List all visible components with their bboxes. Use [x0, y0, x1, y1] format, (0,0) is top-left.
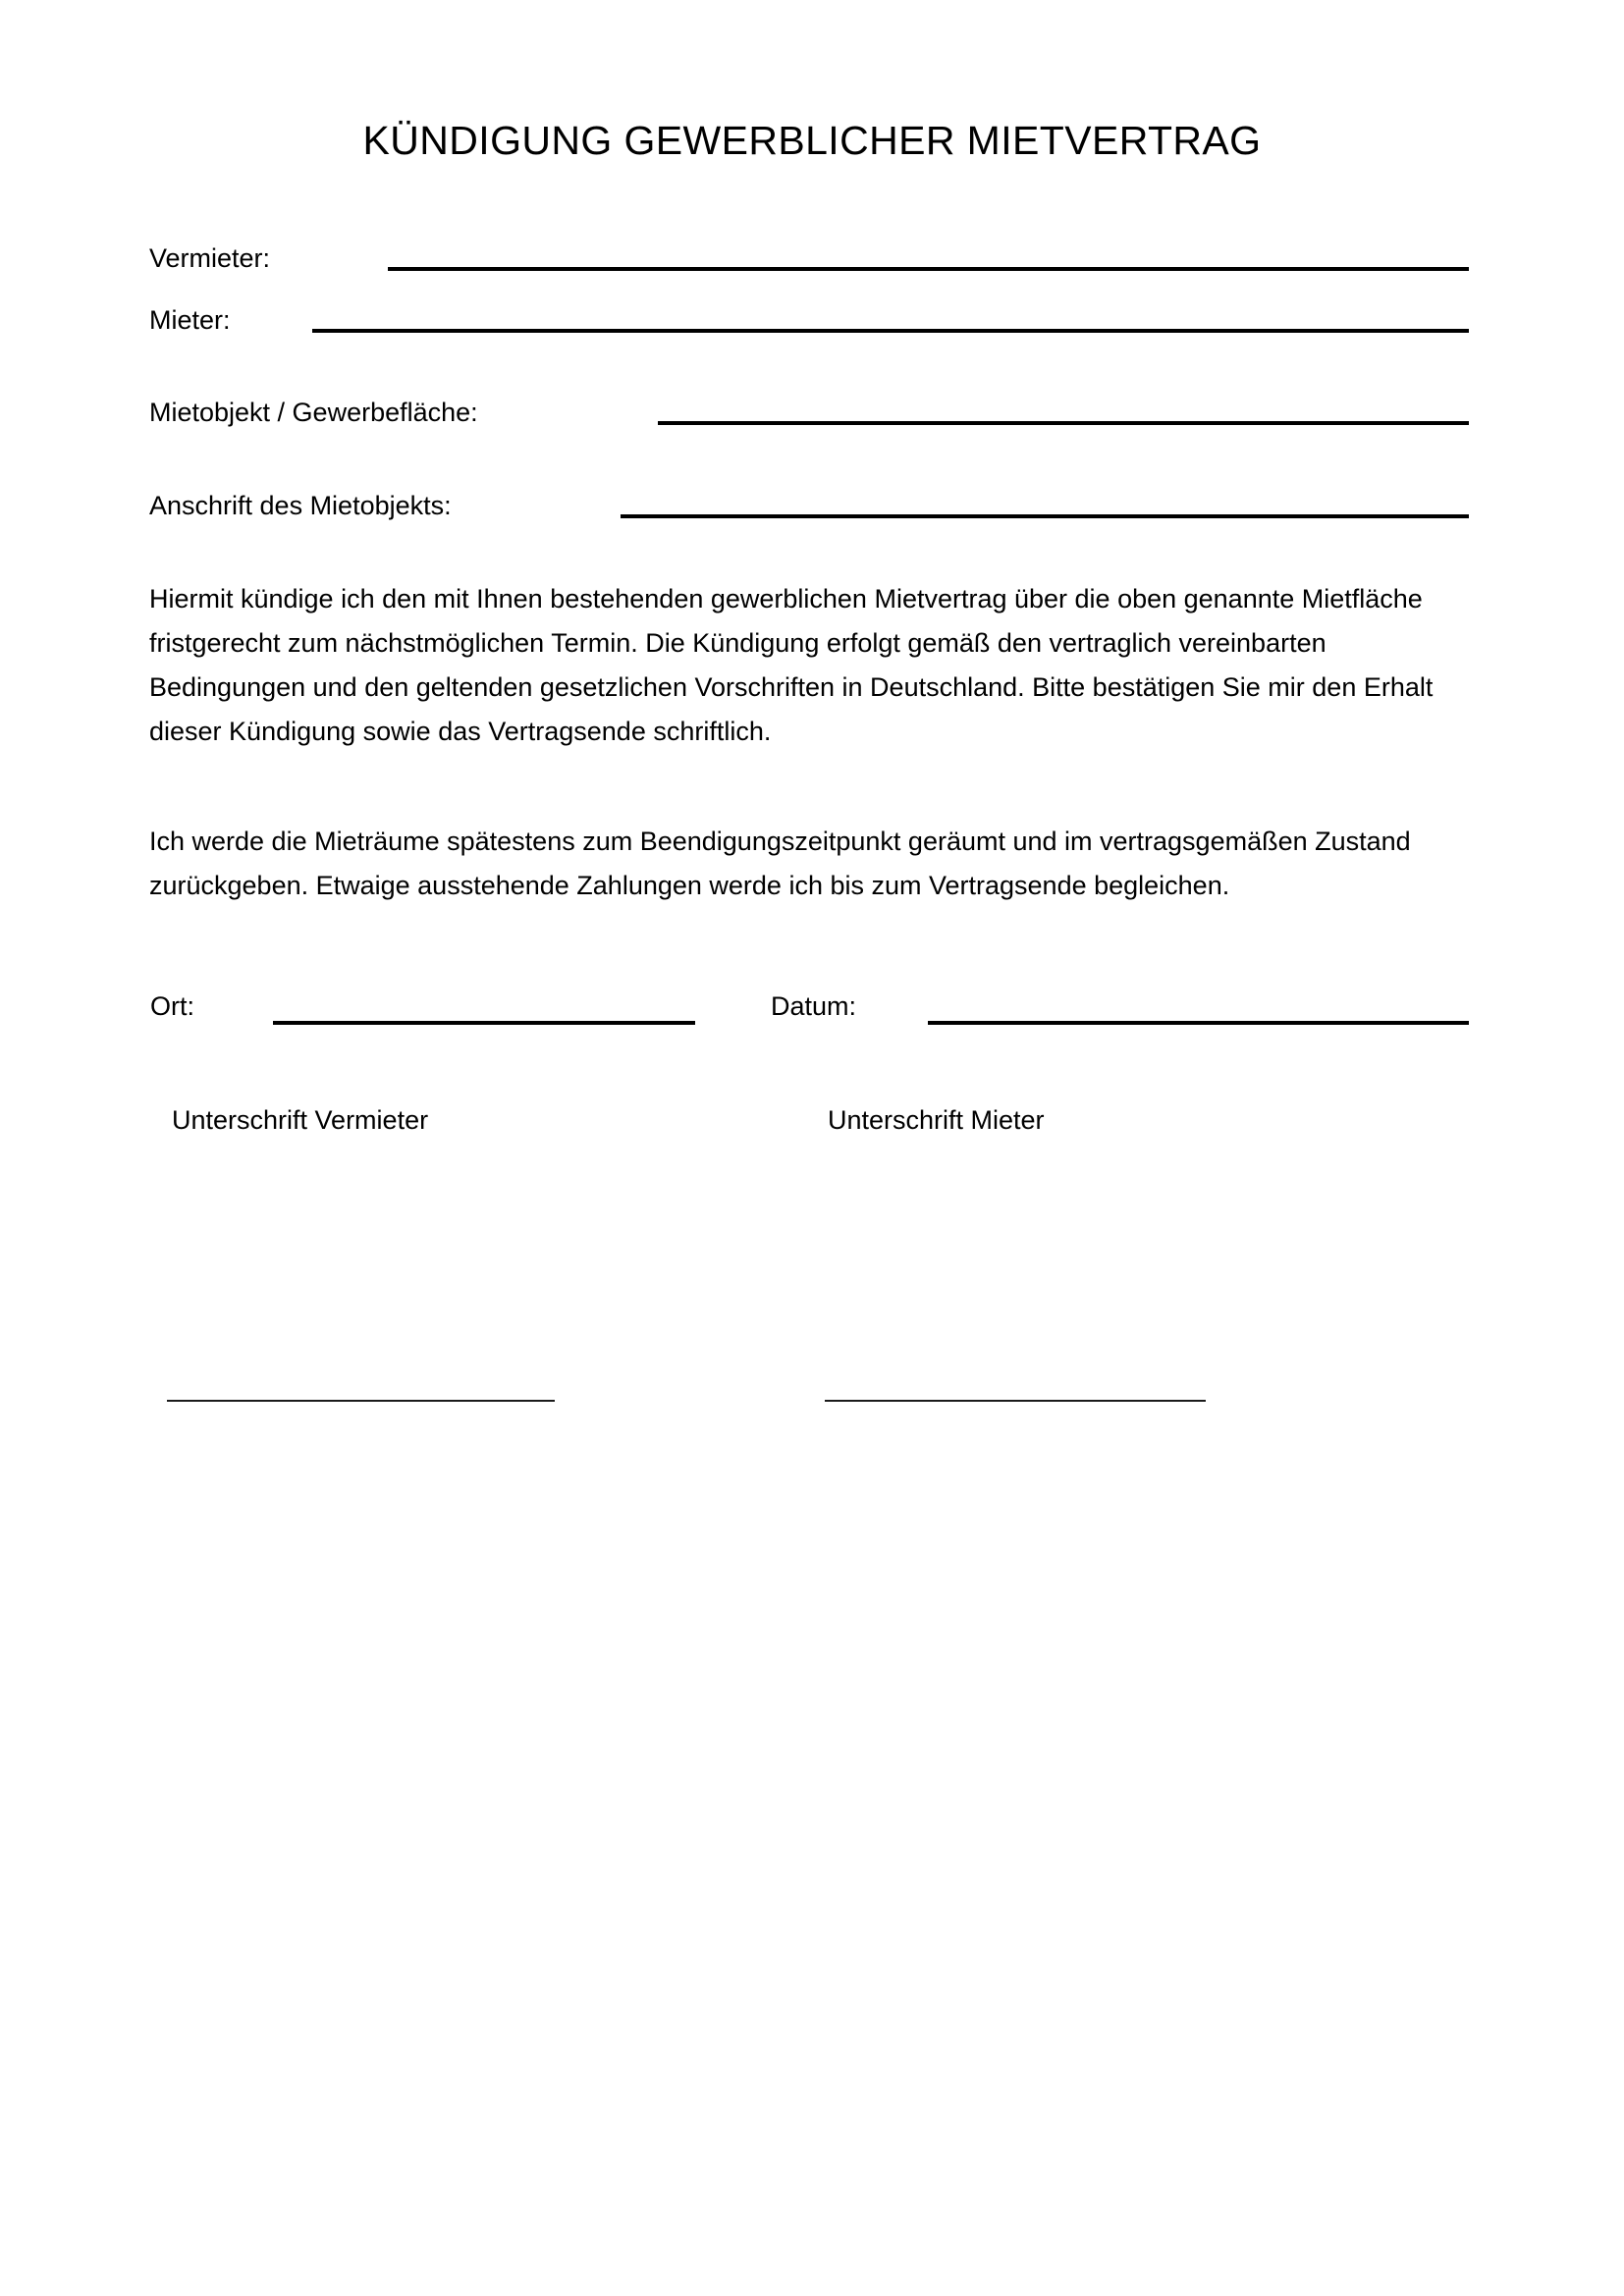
field-input-mietobjekt[interactable] [658, 421, 1469, 425]
field-input-datum[interactable] [928, 1021, 1469, 1025]
field-label-mieter: Mieter: [149, 305, 231, 335]
signature-caption-vermieter: Unterschrift Vermieter [172, 1105, 429, 1135]
field-input-anschrift[interactable] [621, 514, 1469, 518]
field-label-ort: Ort: [150, 991, 194, 1021]
field-label-mietobjekt: Mietobjekt / Gewerbefläche: [149, 398, 478, 427]
body-paragraph-2: Ich werde die Mieträume spätestens zum Beendigungszeitpunkt geräumt und im vertragsgemäßen Zustand zurückgeben. Etwaige ausstehende Zahlungen werde ich bis zum Vertragsende begleichen. [149, 827, 1411, 900]
body-paragraph-1: Hiermit kündige ich den mit Ihnen bestehenden gewerblichen Mietvertrag über die oben genannte Mietfläche fristgerecht zum nächstmöglichen Termin. Die Kündigung erfolgt gemäß den vertraglich vereinbarten Bedingungen und den geltenden gesetzlichen Vorschriften in Deutschland. Bitte bestätigen Sie mir den Erhalt dieser Kündigung sowie das Vertragsende schriftlich. [149, 584, 1434, 746]
field-input-mieter[interactable] [312, 329, 1469, 333]
signature-caption-mieter: Unterschrift Mieter [828, 1105, 1045, 1135]
field-label-vermieter: Vermieter: [149, 243, 271, 273]
signature-line-vermieter[interactable] [167, 1400, 555, 1402]
signature-line-mieter[interactable] [825, 1400, 1206, 1402]
field-input-vermieter[interactable] [388, 267, 1469, 271]
field-label-anschrift: Anschrift des Mietobjekts: [149, 491, 452, 520]
field-input-ort[interactable] [273, 1021, 695, 1025]
page-title: KÜNDIGUNG GEWERBLICHER MIETVERTRAG [362, 118, 1262, 163]
field-label-datum: Datum: [771, 991, 857, 1021]
